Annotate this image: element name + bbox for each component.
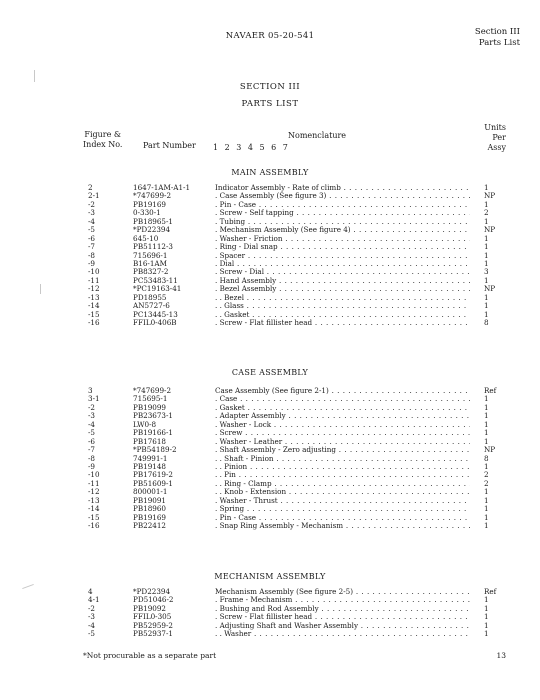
units-header-line1: Units bbox=[484, 123, 506, 132]
table-row bbox=[0, 252, 540, 260]
units-cell: 1 bbox=[484, 612, 489, 622]
index-cell: -6 bbox=[88, 436, 96, 446]
units-cell: 8 bbox=[484, 318, 489, 327]
part-number-cell: PB19148 bbox=[133, 461, 166, 471]
part-number-cell: 715696-1 bbox=[133, 250, 168, 260]
part-number-cell: PB18965-1 bbox=[133, 216, 173, 226]
nomenclature-cell: . . Glass . . . bbox=[215, 302, 470, 310]
nomenclature-cell: . Case Assembly (See figure 3) . . . bbox=[215, 192, 470, 200]
section-subtitle: PARTS LIST bbox=[241, 99, 299, 109]
index-cell: -9 bbox=[88, 461, 96, 471]
index-cell: -5 bbox=[88, 629, 96, 639]
nomenclature-cell: . Bushing and Rod Assembly . . . bbox=[215, 605, 470, 613]
index-cell: -12 bbox=[88, 284, 100, 294]
units-cell: 1 bbox=[484, 595, 489, 605]
units-cell: 1 bbox=[484, 233, 489, 243]
table-row bbox=[0, 277, 540, 285]
nomenclature-cell: . Screw - Flat fillister head . . . bbox=[215, 613, 470, 621]
nomenclature-cell: . Shaft Assembly - Zero adjusting . . . bbox=[215, 446, 470, 454]
units-cell: 1 bbox=[484, 183, 489, 192]
nomenclature-cell: . Case . . . bbox=[215, 395, 470, 403]
units-cell: 2 bbox=[484, 208, 489, 218]
table-row bbox=[0, 294, 540, 302]
part-number-cell: PD18955 bbox=[133, 292, 167, 302]
units-cell: 2 bbox=[484, 470, 489, 480]
table-row bbox=[0, 302, 540, 310]
index-cell: -10 bbox=[88, 470, 100, 480]
units-cell: Ref bbox=[484, 386, 497, 395]
nomenclature-cell: Mechanism Assembly (See figure 2-5) . . . bbox=[215, 588, 470, 596]
table-row bbox=[0, 588, 540, 596]
index-cell: 3-1 bbox=[88, 394, 100, 404]
part-number-cell: *PD22394 bbox=[133, 587, 171, 596]
part-number-cell: 645-10 bbox=[133, 233, 159, 243]
index-cell: -12 bbox=[88, 487, 100, 497]
table-row bbox=[0, 613, 540, 621]
group-rows-main-assembly bbox=[0, 184, 540, 327]
nomenclature-cell: . Snap Ring Assembly - Mechanism . . . bbox=[215, 522, 470, 530]
nomenclature-cell: . Screw . . . bbox=[215, 429, 470, 437]
nomenclature-cell: . Frame - Mechanism . . . bbox=[215, 596, 470, 604]
units-cell: Ref bbox=[484, 587, 497, 596]
part-number-cell: PB19169 bbox=[133, 512, 166, 522]
units-header-line2: Per bbox=[492, 133, 506, 142]
table-row bbox=[0, 596, 540, 604]
index-cell: 4 bbox=[88, 587, 93, 596]
part-number-cell: B16-1AM bbox=[133, 258, 167, 268]
nomenclature-cell: . Gasket . . . bbox=[215, 404, 470, 412]
units-cell: 1 bbox=[484, 436, 489, 446]
units-cell: 1 bbox=[484, 461, 489, 471]
part-number-cell: PB19166-1 bbox=[133, 428, 173, 438]
nomenclature-cell: . Pin - Case . . . bbox=[215, 514, 470, 522]
nomenclature-cell: . Pin - Case . . . bbox=[215, 201, 470, 209]
part-number-cell: PB22412 bbox=[133, 521, 166, 530]
part-number-cell: PB19169 bbox=[133, 199, 166, 209]
section-header bbox=[475, 27, 520, 49]
nomenclature-cell: . Screw - Self tapping . . . bbox=[215, 209, 470, 217]
part-number-cell: FFIL0-305 bbox=[133, 612, 172, 622]
part-number-cell: PB19091 bbox=[133, 495, 166, 505]
part-number-cell: PD51046-2 bbox=[133, 595, 174, 605]
scan-mark bbox=[34, 70, 35, 82]
part-number-cell: AN5727-6 bbox=[133, 301, 170, 311]
units-header-line3: Assy bbox=[487, 143, 506, 152]
index-cell: -7 bbox=[88, 445, 96, 455]
index-cell: 4-1 bbox=[88, 595, 100, 605]
column-header-indent-digits: 1 2 3 4 5 6 7 bbox=[213, 143, 290, 152]
table-row bbox=[0, 395, 540, 403]
table-row bbox=[0, 438, 540, 446]
part-number-cell: PB52959-2 bbox=[133, 620, 173, 630]
units-cell: 1 bbox=[484, 629, 489, 639]
table-row bbox=[0, 311, 540, 319]
index-cell: -3 bbox=[88, 612, 96, 622]
part-number-cell: *PD22394 bbox=[133, 225, 171, 235]
table-row bbox=[0, 630, 540, 638]
nomenclature-cell: . Ring - Dial snap . . . bbox=[215, 243, 470, 251]
scan-mark bbox=[40, 284, 41, 294]
part-number-cell: PB19099 bbox=[133, 402, 166, 412]
part-number-cell: LW0-8 bbox=[133, 419, 157, 429]
part-number-cell: 800001-1 bbox=[133, 487, 168, 497]
table-row bbox=[0, 260, 540, 268]
table-row bbox=[0, 605, 540, 613]
index-cell: -8 bbox=[88, 250, 96, 260]
nomenclature-cell: . . Washer . . . bbox=[215, 630, 470, 638]
index-cell: -5 bbox=[88, 225, 96, 235]
doc-number: NAVAER 05-20-541 bbox=[225, 31, 315, 41]
group-title-main-assembly: MAIN ASSEMBLY bbox=[231, 168, 309, 177]
units-cell: 1 bbox=[484, 250, 489, 260]
index-cell: -8 bbox=[88, 453, 96, 463]
nomenclature-cell: . Mechanism Assembly (See figure 4) . . . bbox=[215, 226, 470, 234]
index-cell: -2 bbox=[88, 402, 96, 412]
units-cell: 1 bbox=[484, 428, 489, 438]
units-cell: NP bbox=[484, 225, 496, 235]
index-cell: -11 bbox=[88, 478, 100, 488]
index-cell: -14 bbox=[88, 301, 100, 311]
nomenclature-cell: . Washer - Friction . . . bbox=[215, 235, 470, 243]
table-row bbox=[0, 404, 540, 412]
nomenclature-cell: Case Assembly (See figure 2-1) . . . bbox=[215, 387, 470, 395]
part-number-cell: PC53483-11 bbox=[133, 275, 178, 285]
table-row bbox=[0, 497, 540, 505]
index-cell: -2 bbox=[88, 603, 96, 613]
page-number: 13 bbox=[496, 651, 506, 660]
nomenclature-cell: . Spacer . . . bbox=[215, 252, 470, 260]
column-header-nomenclature: Nomenclature bbox=[288, 131, 347, 140]
index-cell: -5 bbox=[88, 428, 96, 438]
nomenclature-cell: . . Pinion . . . bbox=[215, 463, 470, 471]
units-cell: 1 bbox=[484, 309, 489, 319]
table-row bbox=[0, 622, 540, 630]
table-row bbox=[0, 387, 540, 395]
group-rows-case-assembly bbox=[0, 387, 540, 530]
table-row bbox=[0, 268, 540, 276]
nomenclature-cell: . Screw - Dial . . . bbox=[215, 268, 470, 276]
index-cell: -13 bbox=[88, 495, 100, 505]
part-number-cell: PB23673-1 bbox=[133, 411, 173, 421]
nomenclature-cell: . Bezel Assembly . . . bbox=[215, 285, 470, 293]
index-cell: 2-1 bbox=[88, 191, 100, 201]
units-cell: 1 bbox=[484, 620, 489, 630]
part-number-cell: *747699-2 bbox=[133, 386, 172, 395]
table-row bbox=[0, 463, 540, 471]
nomenclature-cell: . . Gasket . . . bbox=[215, 311, 470, 319]
nomenclature-cell: . . Shaft - Pinion . . . bbox=[215, 455, 470, 463]
index-cell: -7 bbox=[88, 242, 96, 252]
units-cell: 1 bbox=[484, 419, 489, 429]
units-cell: NP bbox=[484, 445, 496, 455]
nomenclature-cell: . . Pin . . . bbox=[215, 471, 470, 479]
table-row bbox=[0, 218, 540, 226]
part-number-cell: *PC19163-41 bbox=[133, 284, 182, 294]
units-cell: 1 bbox=[484, 512, 489, 522]
units-cell: 1 bbox=[484, 216, 489, 226]
index-cell: -3 bbox=[88, 208, 96, 218]
table-row bbox=[0, 319, 540, 327]
part-number-cell: PB51112-3 bbox=[133, 242, 173, 252]
units-cell: 1 bbox=[484, 402, 489, 412]
part-number-cell: 715695-1 bbox=[133, 394, 168, 404]
units-cell: 1 bbox=[484, 603, 489, 613]
table-row bbox=[0, 429, 540, 437]
nomenclature-cell: . Washer - Thrust . . . bbox=[215, 497, 470, 505]
part-number-cell: FFIL0-406B bbox=[133, 318, 177, 327]
index-cell: -16 bbox=[88, 318, 100, 327]
part-number-cell: PB17619-2 bbox=[133, 470, 173, 480]
units-cell: 1 bbox=[484, 199, 489, 209]
index-cell: -16 bbox=[88, 521, 100, 530]
index-cell: -11 bbox=[88, 275, 100, 285]
units-cell: 1 bbox=[484, 242, 489, 252]
table-row bbox=[0, 480, 540, 488]
nomenclature-cell: . Dial . . . bbox=[215, 260, 470, 268]
index-cell: 2 bbox=[88, 183, 93, 192]
column-header-figure bbox=[83, 130, 122, 150]
index-cell: -3 bbox=[88, 411, 96, 421]
nomenclature-cell: . . Bezel . . . bbox=[215, 294, 470, 302]
nomenclature-cell: . Tubing . . . bbox=[215, 218, 470, 226]
units-cell: 1 bbox=[484, 487, 489, 497]
nomenclature-cell: . Washer - Leather . . . bbox=[215, 438, 470, 446]
table-row bbox=[0, 446, 540, 454]
nomenclature-cell: . . Ring - Clamp . . . bbox=[215, 480, 470, 488]
units-cell: 1 bbox=[484, 411, 489, 421]
table-row bbox=[0, 243, 540, 251]
units-cell: 1 bbox=[484, 495, 489, 505]
group-title-mechanism-assembly: MECHANISM ASSEMBLY bbox=[214, 572, 326, 581]
table-row bbox=[0, 226, 540, 234]
figure-header-line1: Figure & bbox=[84, 130, 122, 139]
units-cell: NP bbox=[484, 284, 496, 294]
index-cell: -6 bbox=[88, 233, 96, 243]
part-number-cell: PB17618 bbox=[133, 436, 166, 446]
table-row bbox=[0, 184, 540, 192]
index-cell: -10 bbox=[88, 267, 100, 277]
column-header-units bbox=[484, 123, 506, 153]
units-cell: 1 bbox=[484, 521, 489, 530]
units-cell: 3 bbox=[484, 267, 489, 277]
index-cell: -15 bbox=[88, 512, 100, 522]
nomenclature-cell: . Spring . . . bbox=[215, 505, 470, 513]
nomenclature-cell: . . Knob - Extension . . . bbox=[215, 488, 470, 496]
part-number-cell: 1647-1AM-A1-1 bbox=[133, 183, 191, 192]
table-row bbox=[0, 192, 540, 200]
group-rows-mechanism-assembly bbox=[0, 588, 540, 639]
units-cell: 1 bbox=[484, 258, 489, 268]
index-cell: -4 bbox=[88, 419, 96, 429]
index-cell: -9 bbox=[88, 258, 96, 268]
footnote: *Not procurable as a separate part bbox=[83, 651, 217, 660]
table-row bbox=[0, 285, 540, 293]
index-cell: -15 bbox=[88, 309, 100, 319]
nomenclature-cell: . Screw - Flat fillister head . . . bbox=[215, 319, 470, 327]
nomenclature-cell: . Hand Assembly . . . bbox=[215, 277, 470, 285]
index-cell: -2 bbox=[88, 199, 96, 209]
part-number-cell: 749991-1 bbox=[133, 453, 168, 463]
units-cell: 1 bbox=[484, 504, 489, 514]
part-number-cell: 0-330-1 bbox=[133, 208, 161, 218]
nomenclature-cell: Indicator Assembly - Rate of climb . . . bbox=[215, 184, 470, 192]
figure-header-line2: Index No. bbox=[83, 140, 123, 149]
group-title-case-assembly: CASE ASSEMBLY bbox=[231, 368, 309, 377]
index-cell: -13 bbox=[88, 292, 100, 302]
part-number-cell: PB8327-2 bbox=[133, 267, 169, 277]
table-row bbox=[0, 471, 540, 479]
part-number-cell: PB51609-1 bbox=[133, 478, 173, 488]
nomenclature-cell: . Adapter Assembly . . . bbox=[215, 412, 470, 420]
part-number-cell: PB18960 bbox=[133, 504, 166, 514]
part-number-cell: PC13445-13 bbox=[133, 309, 178, 319]
part-number-cell: PB52937-1 bbox=[133, 629, 173, 639]
part-number-cell: PB19092 bbox=[133, 603, 166, 613]
table-row bbox=[0, 412, 540, 420]
table-row bbox=[0, 488, 540, 496]
index-cell: -14 bbox=[88, 504, 100, 514]
units-cell: NP bbox=[484, 191, 496, 201]
index-cell: -4 bbox=[88, 216, 96, 226]
units-cell: 1 bbox=[484, 275, 489, 285]
section-label: Section III bbox=[474, 27, 520, 37]
units-cell: 8 bbox=[484, 453, 489, 463]
table-row bbox=[0, 514, 540, 522]
units-cell: 1 bbox=[484, 394, 489, 404]
column-header-part-number: Part Number bbox=[143, 141, 196, 150]
section-title: SECTION III bbox=[239, 82, 301, 92]
units-cell: 1 bbox=[484, 301, 489, 311]
part-number-cell: *PB54189-2 bbox=[133, 445, 177, 455]
nomenclature-cell: . Washer - Lock . . . bbox=[215, 421, 470, 429]
table-row bbox=[0, 201, 540, 209]
part-number-cell: *747699-2 bbox=[133, 191, 172, 201]
table-row bbox=[0, 505, 540, 513]
table-row bbox=[0, 235, 540, 243]
index-cell: -4 bbox=[88, 620, 96, 630]
table-row bbox=[0, 455, 540, 463]
nomenclature-cell: . Adjusting Shaft and Washer Assembly . . . bbox=[215, 622, 470, 630]
units-cell: 2 bbox=[484, 478, 489, 488]
units-cell: 1 bbox=[484, 292, 489, 302]
table-row bbox=[0, 522, 540, 530]
table-row bbox=[0, 421, 540, 429]
table-row bbox=[0, 209, 540, 217]
index-cell: 3 bbox=[88, 386, 93, 395]
section-name: Parts List bbox=[478, 38, 520, 48]
